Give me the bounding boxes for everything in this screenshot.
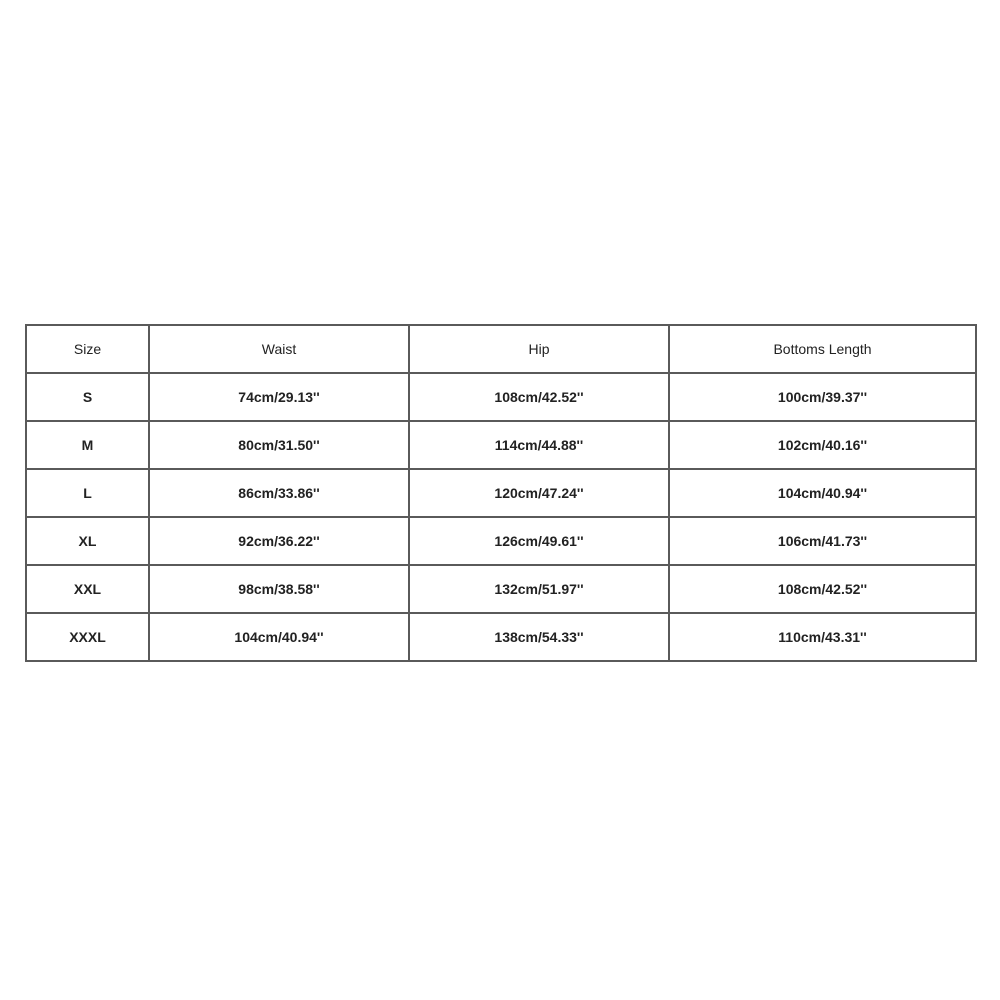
header-bottoms-length: Bottoms Length bbox=[669, 325, 976, 373]
header-size: Size bbox=[26, 325, 149, 373]
cell-bottoms-length: 100cm/39.37'' bbox=[669, 373, 976, 421]
cell-size: XL bbox=[26, 517, 149, 565]
size-chart-table bbox=[25, 324, 977, 662]
table-row bbox=[26, 469, 976, 517]
cell-hip: 138cm/54.33'' bbox=[409, 613, 669, 661]
size-chart-container bbox=[25, 324, 975, 662]
cell-bottoms-length: 110cm/43.31'' bbox=[669, 613, 976, 661]
table-row bbox=[26, 565, 976, 613]
header-hip: Hip bbox=[409, 325, 669, 373]
cell-bottoms-length: 102cm/40.16'' bbox=[669, 421, 976, 469]
cell-hip: 120cm/47.24'' bbox=[409, 469, 669, 517]
cell-bottoms-length: 108cm/42.52'' bbox=[669, 565, 976, 613]
cell-hip: 114cm/44.88'' bbox=[409, 421, 669, 469]
cell-waist: 74cm/29.13'' bbox=[149, 373, 409, 421]
cell-hip: 126cm/49.61'' bbox=[409, 517, 669, 565]
cell-waist: 86cm/33.86'' bbox=[149, 469, 409, 517]
table-row bbox=[26, 517, 976, 565]
cell-hip: 132cm/51.97'' bbox=[409, 565, 669, 613]
cell-waist: 92cm/36.22'' bbox=[149, 517, 409, 565]
cell-bottoms-length: 104cm/40.94'' bbox=[669, 469, 976, 517]
cell-waist: 104cm/40.94'' bbox=[149, 613, 409, 661]
table-header-row bbox=[26, 325, 976, 373]
cell-hip: 108cm/42.52'' bbox=[409, 373, 669, 421]
table-row bbox=[26, 421, 976, 469]
table-row bbox=[26, 613, 976, 661]
cell-size: S bbox=[26, 373, 149, 421]
table-row bbox=[26, 373, 976, 421]
cell-size: M bbox=[26, 421, 149, 469]
cell-bottoms-length: 106cm/41.73'' bbox=[669, 517, 976, 565]
header-waist: Waist bbox=[149, 325, 409, 373]
cell-waist: 98cm/38.58'' bbox=[149, 565, 409, 613]
cell-size: L bbox=[26, 469, 149, 517]
cell-size: XXL bbox=[26, 565, 149, 613]
cell-waist: 80cm/31.50'' bbox=[149, 421, 409, 469]
cell-size: XXXL bbox=[26, 613, 149, 661]
